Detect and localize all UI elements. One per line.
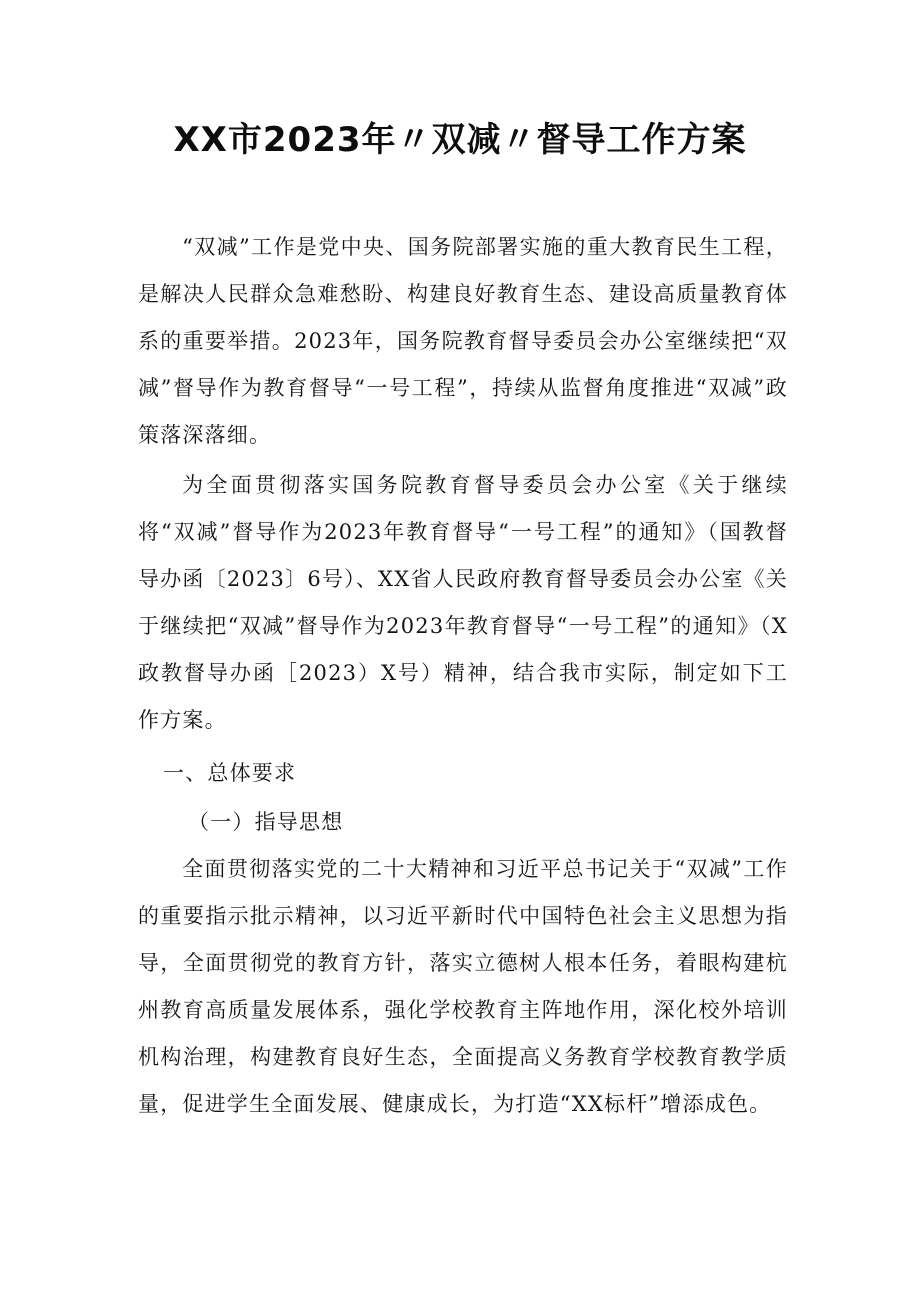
subsection-heading	[138, 799, 788, 846]
section-heading	[138, 750, 788, 797]
paragraph-basis	[138, 462, 788, 744]
paragraph-text: 为全面贯彻落实国务院教育督导委员会办公室《关于继续将“双减”督导作为2023年教育督导“一号工程”的通知》（国教督导办函〔2023〕6号）、XX省人民政府教育督导委员会办公室《关于继续把“双减”督导作为2023年教育督导“一号工程”的通知》（X政教督导办函［2023）X号）精神，结合我市实际，制定如下工作方案。	[138, 473, 788, 732]
paragraph-text: “双减”工作是党中央、国务院部署实施的重大教育民生工程，是解决人民群众急难愁盼、构建良好教育生态、建设高质量教育体系的重要举措。2023年，国务院教育督导委员会办公室继续把“双减”督导作为教育督导“一号工程”，持续从监督角度推进“双减”政策落深落细。	[138, 235, 788, 447]
paragraph-text: 全面贯彻落实党的二十大精神和习近平总书记关于“双减”工作的重要指示批示精神，以习近平新时代中国特色社会主义思想为指导，全面贯彻党的教育方针，落实立德树人根本任务，着眼构建杭州教育高质量发展体系，强化学校教育主阵地作用，深化校外培训机构治理，构建教育良好生态，全面提高义务教育学校教育教学质量，促进学生全面发展、健康成长，为打造“XX标杆”增添成色。	[138, 857, 788, 1116]
document-title: XX市2023年〃双减〃督导工作方案	[173, 120, 747, 160]
paragraph-guiding-ideology	[138, 846, 788, 1128]
section-heading-text: 一、总体要求	[163, 761, 297, 785]
subsection-heading-text: （一）指导思想	[188, 810, 344, 834]
paragraph-intro	[138, 224, 788, 459]
